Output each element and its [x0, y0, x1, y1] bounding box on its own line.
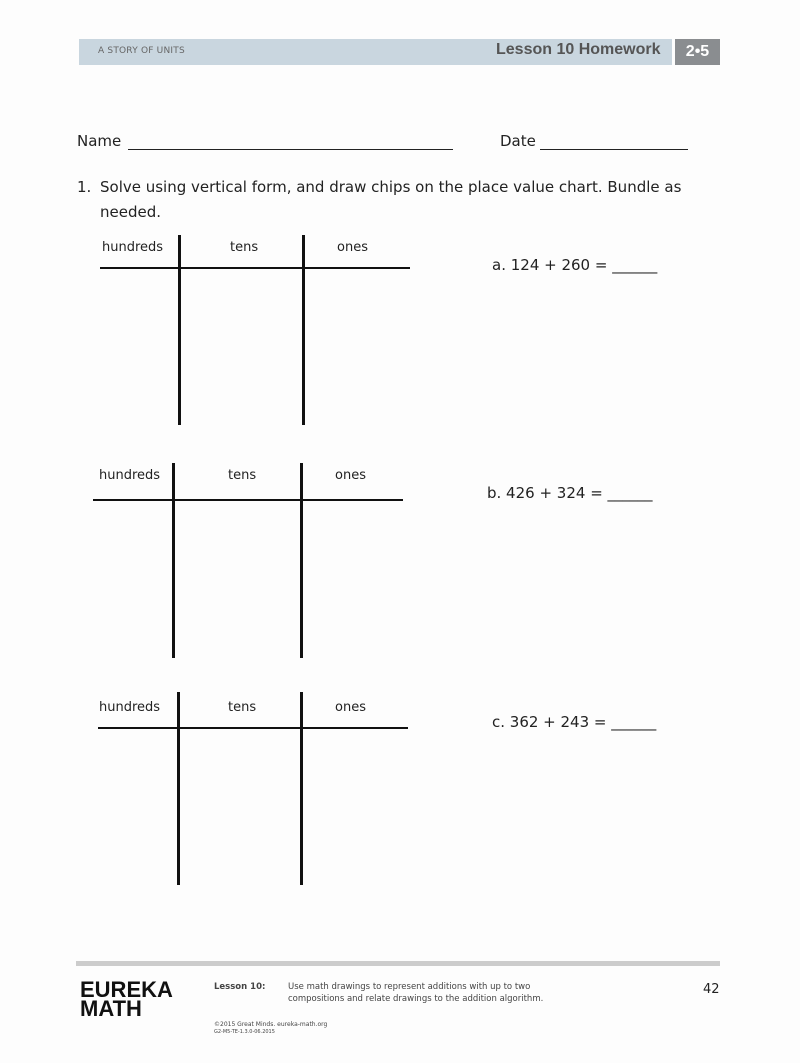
header-hundreds: hundreds — [99, 468, 161, 483]
header-ones: ones — [337, 240, 368, 255]
header-hundreds: hundreds — [99, 700, 161, 715]
name-field[interactable] — [128, 133, 453, 150]
chart-header-line — [93, 499, 403, 501]
page-number: 42 — [703, 982, 720, 997]
module-code: G2-M5-TE-1.3.0-06.2015 — [214, 1029, 275, 1035]
lesson-label: Lesson 10: — [214, 982, 266, 992]
header-ones: ones — [335, 700, 366, 715]
problem-a: a. 124 + 260 = ______ — [492, 256, 658, 274]
lesson-title: Lesson 10 Homework — [496, 41, 661, 58]
module-badge: 2•5 — [675, 39, 720, 65]
copyright: ©2015 Great Minds. eureka-math.org — [214, 1021, 328, 1028]
chart-header-line — [98, 727, 408, 729]
eureka-math-logo — [80, 977, 173, 1021]
chart-divider — [178, 235, 181, 425]
logo-line2: MATH — [80, 996, 142, 1021]
problem-b: b. 426 + 324 = ______ — [487, 484, 653, 502]
header-hundreds: hundreds — [102, 240, 164, 255]
objective-line1: Use math drawings to represent additions with up to two — [288, 982, 531, 992]
logo-line1: EUREKA — [80, 977, 173, 1002]
header-ones: ones — [335, 468, 366, 483]
header-tens: tens — [230, 240, 259, 255]
chart-divider — [172, 463, 175, 658]
problem-c: c. 362 + 243 = ______ — [492, 713, 657, 731]
question-text-cont: needed. — [100, 203, 162, 221]
chart-divider — [300, 463, 303, 658]
header-tens: tens — [228, 468, 257, 483]
series-label: A STORY OF UNITS — [98, 46, 185, 56]
chart-divider — [300, 692, 303, 885]
date-field[interactable] — [540, 133, 688, 150]
question-text: Solve using vertical form, and draw chips on the place value chart. Bundle as — [100, 178, 682, 196]
question-number: 1. — [77, 178, 92, 196]
header-tens: tens — [228, 700, 257, 715]
chart-divider — [302, 235, 305, 425]
name-label: Name — [77, 132, 122, 150]
chart-divider — [177, 692, 180, 885]
chart-header-line — [100, 267, 410, 269]
date-label: Date — [500, 132, 536, 150]
objective-line2: compositions and relate drawings to the addition algorithm. — [288, 994, 544, 1004]
footer-divider — [76, 961, 720, 966]
